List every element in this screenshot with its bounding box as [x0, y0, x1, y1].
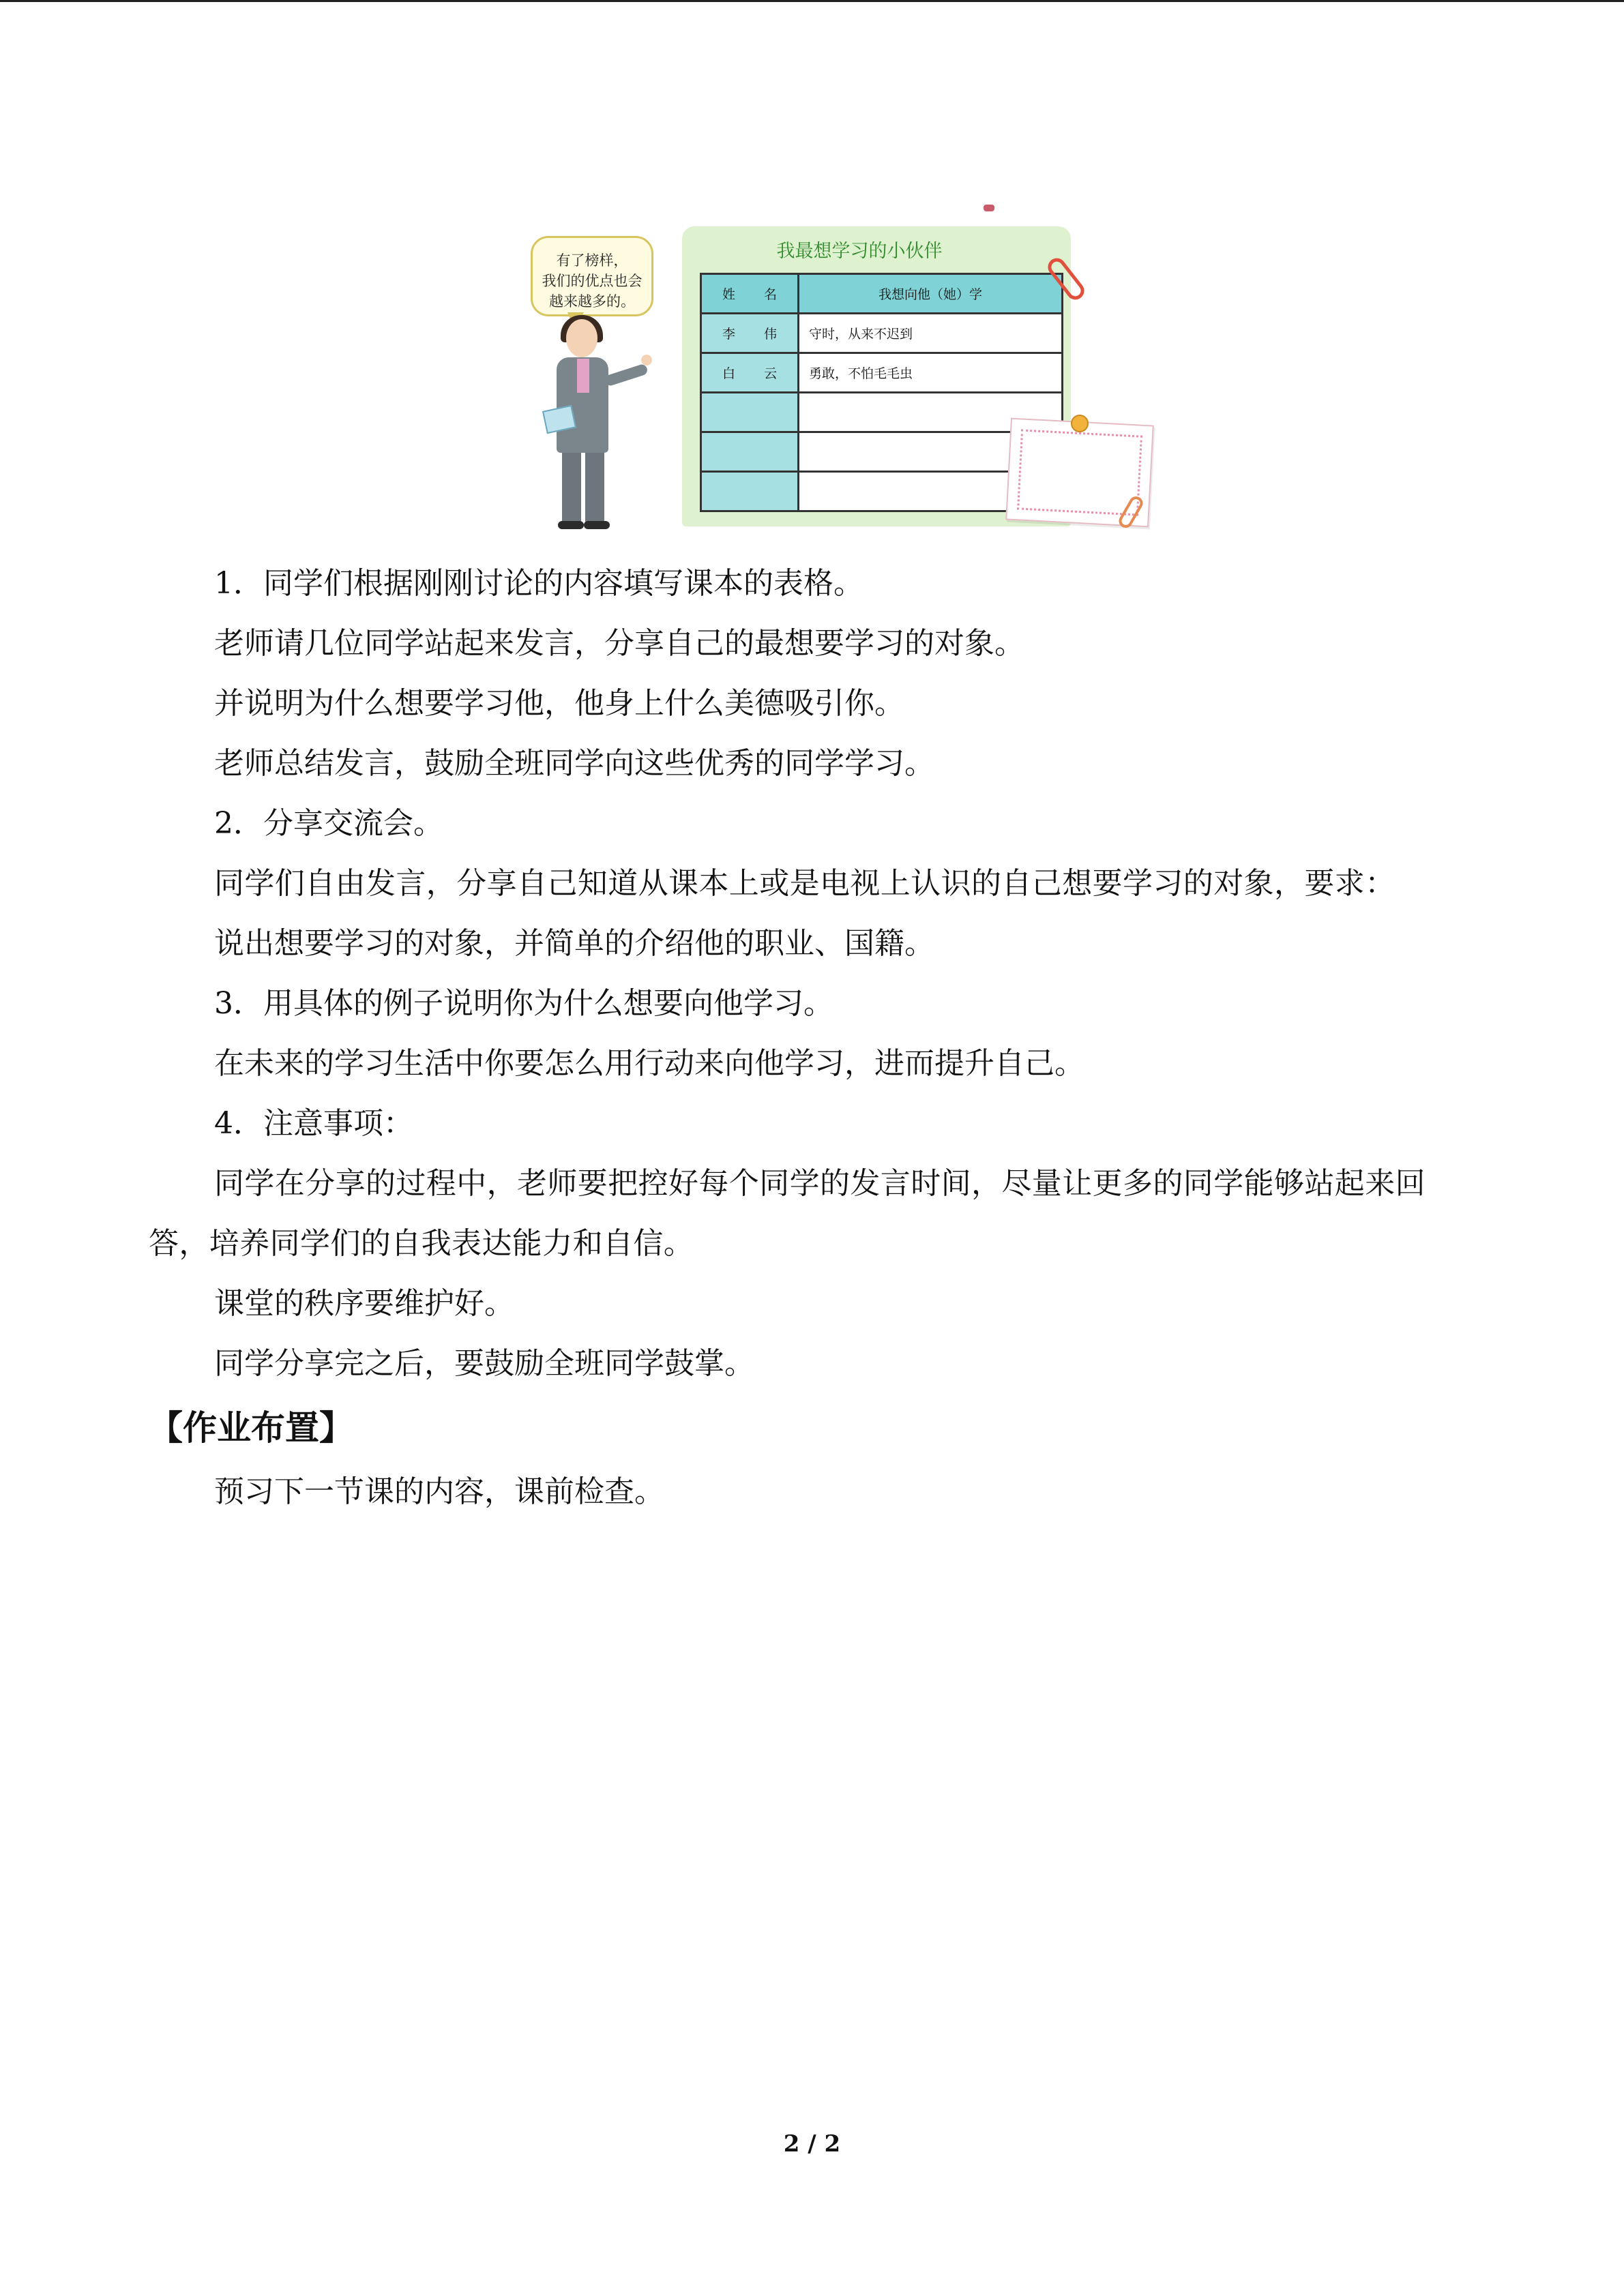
speech-bubble — [531, 236, 653, 316]
teacher-leg — [585, 449, 604, 524]
paragraph: 同学分享完之后，要鼓励全班同学鼓掌。 — [214, 1346, 754, 1381]
homework-text: 预习下一节课的内容，课前检查。 — [214, 1474, 664, 1509]
paragraph: 同学在分享的过程中，老师要把控好每个同学的发言时间，尽量让更多的同学能够站起来回答，培养同学们的自我表达能力和自信。 — [149, 1166, 1426, 1261]
board-title: 我最想学习的小伙伴 — [776, 241, 943, 262]
table-row — [701, 314, 1063, 353]
cell-name — [701, 432, 799, 472]
teacher-figure — [539, 319, 641, 531]
paragraph: 老师请几位同学站起来发言，分享自己的最想要学习的对象。 — [214, 626, 1024, 661]
paragraph: 老师总结发言，鼓励全班同学向这些优秀的同学学习。 — [214, 746, 934, 781]
table-row — [701, 353, 1063, 393]
table-row — [701, 393, 1063, 432]
cell-name — [701, 393, 799, 432]
page-number: 2 / 2 — [783, 2130, 841, 2158]
cell-name: 李 伟 — [701, 314, 799, 353]
decoration-mark — [984, 205, 994, 211]
bubble-line: 有了榜样， — [556, 252, 628, 269]
paragraph: 同学们自由发言，分享自己知道从课本上或是电视上认识的自己想要学习的对象，要求： — [214, 866, 1396, 901]
cell-name — [701, 472, 799, 511]
header-name: 姓 名 — [701, 274, 799, 314]
paragraph: 4．注意事项： — [214, 1106, 413, 1141]
paragraph: 1．同学们根据刚刚讨论的内容填写课本的表格。 — [214, 566, 863, 601]
header-learn: 我想向他（她）学 — [799, 274, 1063, 314]
textbook-illustration — [505, 217, 1160, 531]
paragraph: 3．用具体的例子说明你为什么想要向他学习。 — [214, 986, 833, 1021]
teacher-leg — [562, 449, 581, 524]
cell-name: 白 云 — [701, 353, 799, 393]
paragraph: 课堂的秩序要维护好。 — [214, 1286, 514, 1321]
paragraph: 在未来的学习生活中你要怎么用行动来向他学习，进而提升自己。 — [214, 1046, 1084, 1081]
bubble-line: 越来越多的。 — [549, 293, 635, 310]
top-border — [0, 0, 1624, 2]
bubble-line: 我们的优点也会 — [542, 273, 643, 289]
cell-learn: 守时，从来不迟到 — [799, 314, 1063, 353]
teacher-shirt — [577, 359, 589, 393]
table-header-row — [701, 274, 1063, 314]
teacher-shoe — [584, 521, 610, 529]
lesson-body — [149, 554, 1465, 1522]
teacher-head — [566, 319, 597, 357]
paragraph: 2．分享交流会。 — [214, 806, 443, 841]
teacher-shoe — [558, 521, 584, 529]
pushpin-icon — [1071, 415, 1089, 432]
teacher-arm — [604, 363, 649, 387]
cell-learn: 勇敢，不怕毛毛虫 — [799, 353, 1063, 393]
paragraph: 并说明为什么想要学习他，他身上什么美德吸引你。 — [214, 686, 904, 721]
homework-heading: 【作业布置】 — [149, 1408, 353, 1448]
paragraph: 说出想要学习的对象，并简单的介绍他的职业、国籍。 — [214, 926, 934, 961]
teacher-hand — [641, 355, 652, 366]
